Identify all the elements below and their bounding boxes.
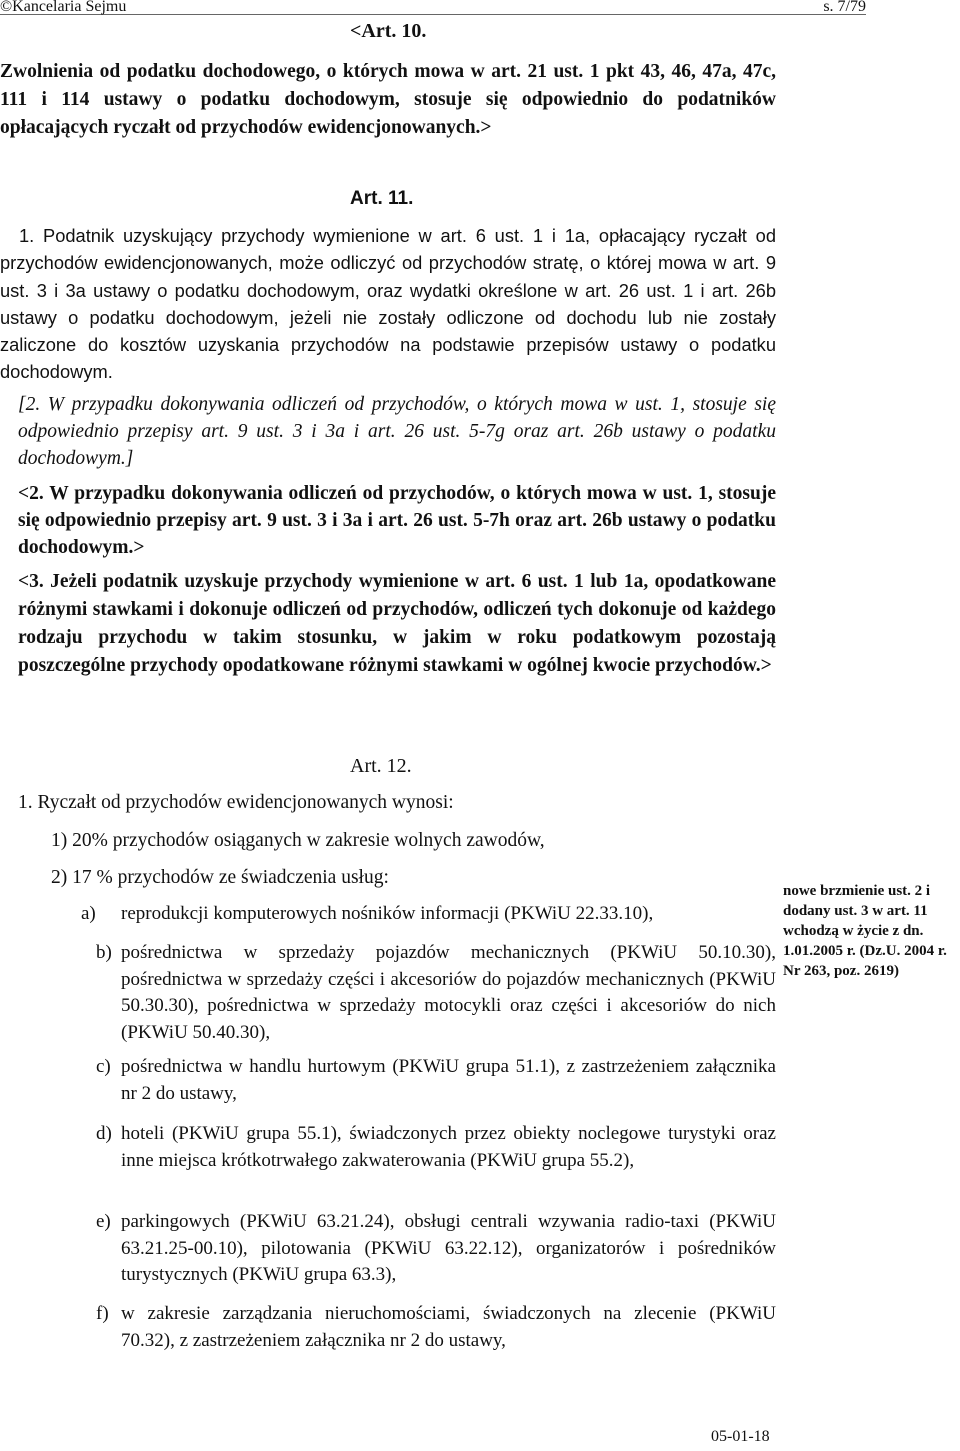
art12-intro: 1. Ryczałt od przychodów ewidencjonowanych wynosi: bbox=[18, 792, 454, 813]
art12-letter-e-label: e) bbox=[96, 1211, 111, 1232]
art11-paragraph-2-new: <2. W przypadku dokonywania odliczeń od przychodów, o których mowa w ust. 1, stosuje się odpowiednio przepisy art. 9 ust. 3 i 3a i art. 26 ust. 5-7h oraz art. 26b ustawy o podatku dochodowym.> bbox=[18, 483, 776, 558]
art12-letter-f-text: w zakresie zarządzania nieruchomościami, świadczonych na zlecenie (PKWiU 70.32), z zastrzeżeniem załącznika nr 2 do ustawy, bbox=[121, 1303, 776, 1351]
art12-letter-c-text: pośrednictwa w handlu hurtowym (PKWiU grupa 51.1), z zastrzeżeniem załącznika nr 2 do ustawy, bbox=[121, 1056, 776, 1104]
art10-heading: <Art. 10. bbox=[350, 20, 427, 42]
art12-item-1: 1) 20% przychodów osiąganych w zakresie wolnych zawodów, bbox=[51, 830, 545, 851]
art12-item-2: 2) 17 % przychodów ze świadczenia usług: bbox=[51, 867, 389, 888]
art12-letter-d-text: hoteli (PKWiU grupa 55.1), świadczonych przez obiekty noclegowe turystyki oraz inne miejsca krótkotrwałego zakwaterowania (PKWiU grupa 55.2), bbox=[121, 1123, 776, 1171]
art11-paragraph-2-old: [2. W przypadku dokonywania odliczeń od przychodów, o których mowa w ust. 1, stosuje się odpowiednio przepisy art. 9 ust. 3 i 3a i art. 26 ust. 5-7g oraz art. 26b ustawy o podatku dochodowym.] bbox=[18, 394, 776, 469]
header-source: ©Kancelaria Sejmu bbox=[0, 0, 127, 15]
art10-text: Zwolnienia od podatku dochodowego, o których mowa w art. 21 ust. 1 pkt 43, 46, 47a, 47c, 111 i 114 ustawy o podatku dochodowym, stosuje się odpowiednio do podatników opłacających ryczałt od przychodów ewidencjonowanych.> bbox=[0, 61, 776, 138]
art11-paragraph-1: 1. Podatnik uzyskujący przychody wymienione w art. 6 ust. 1 i 1a, opłacający ryczałt od przychodów ewidencjonowanych, może odliczyć od przychodów stratę, o której mowa w art. 9 ust. 3 i 3a ustawy o podatku dochodowym, oraz wydatki określone w art. 26 ust. 1 i art. 26b ustawy o podatku dochodowym, jeżeli nie zostały odliczone od dochodu lub nie zostały zaliczone do kosztów uzyskania przychodów na podstawie przepisów ustawy o podatku dochodowym. bbox=[0, 225, 776, 383]
footer-date: 05-01-18 bbox=[711, 1428, 770, 1445]
art12-letter-a-label: a) bbox=[81, 903, 96, 924]
art12-heading: Art. 12. bbox=[350, 755, 412, 777]
art12-letter-c-label: c) bbox=[96, 1056, 111, 1077]
art11-paragraph-3-new: <3. Jeżeli podatnik uzyskuje przychody wymienione w art. 6 ust. 1 lub 1a, opodatkowane różnymi stawkami i dokonuje odliczeń od przychodów, odliczeń tych dokonuje od każdego rodzaju przychodu w takim stosunku, w jakim w roku podatkowym pozostają poszczególne przychody opodatkowane różnymi stawkami w ogólnej kwocie przychodów.> bbox=[18, 571, 776, 676]
art12-letter-e-text: parkingowych (PKWiU 63.21.24), obsługi centrali wzywania radio-taxi (PKWiU 63.21.25-00.10), pilotowania (PKWiU 63.22.12), organizatorów i pośredników turystycznych (PKWiU grupa 63.3), bbox=[121, 1211, 776, 1285]
page-number: s. 7/79 bbox=[823, 0, 866, 15]
art12-letter-f-label: f) bbox=[96, 1303, 109, 1324]
art11-heading: Art. 11. bbox=[350, 188, 414, 209]
margin-note: nowe brzmienie ust. 2 i dodany ust. 3 w art. 11 wchodzą w życie z dn. 1.01.2005 r. (Dz.U. 2004 r. Nr 263, poz. 2619) bbox=[783, 883, 947, 979]
art12-letter-d-label: d) bbox=[96, 1123, 112, 1144]
art12-letter-a-text: reprodukcji komputerowych nośników informacji (PKWiU 22.33.10), bbox=[121, 903, 654, 924]
art12-letter-b-text: pośrednictwa w sprzedaży pojazdów mechanicznych (PKWiU 50.10.30), pośrednictwa w sprzedaży części i akcesoriów do pojazdów mechanicznych (PKWiU 50.30.30), pośrednictwa w sprzedaży motocykli oraz części i akcesoriów do nich (PKWiU 50.40.30), bbox=[121, 942, 776, 1043]
page-header bbox=[0, 0, 866, 15]
art12-letter-b-label: b) bbox=[96, 942, 112, 963]
